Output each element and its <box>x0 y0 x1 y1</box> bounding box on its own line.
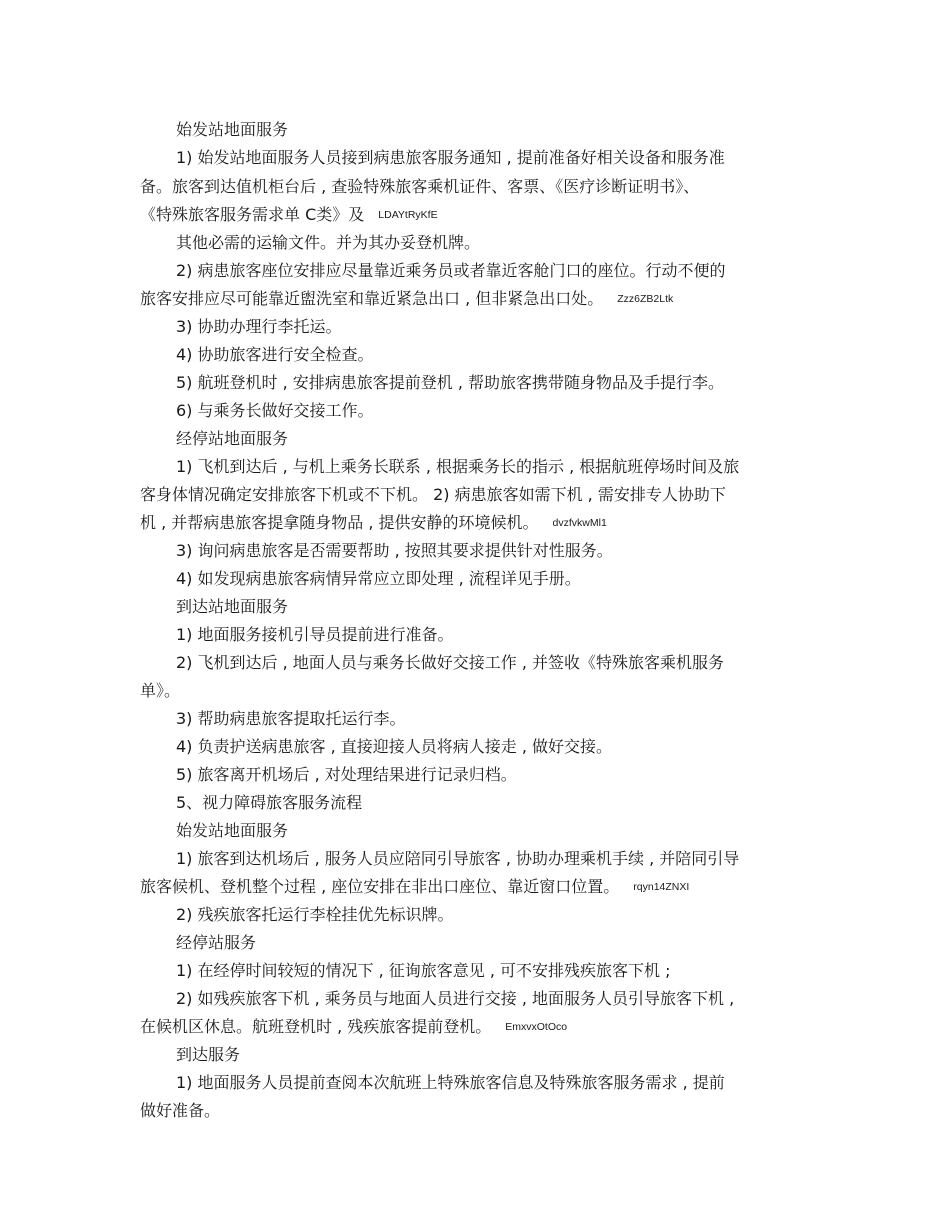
line-text: 4) 负责护送病患旅客 , 直接迎接人员将病人接走 , 做好交接。 <box>176 737 613 756</box>
line-text: 经停站地面服务 <box>176 429 289 448</box>
paragraph-line <box>176 905 454 925</box>
watermark-code: dvzfvkwMl1 <box>552 517 607 529</box>
paragraph-line <box>140 289 673 309</box>
paragraph-line <box>176 961 671 981</box>
paragraph-line <box>176 653 724 673</box>
line-text: 1) 始发站地面服务人员接到病患旅客服务通知 , 提前准备好相关设备和服务准 <box>176 148 725 167</box>
paragraph-line <box>176 457 739 477</box>
paragraph-line <box>176 541 613 561</box>
paragraph-line <box>176 373 724 393</box>
line-text: 单》。 <box>140 681 181 700</box>
paragraph-line <box>176 233 480 253</box>
line-text: 1) 旅客到达机场后 , 服务人员应陪同引导旅客 , 协助办理乘机手续 , 并陪同引导 <box>176 849 740 868</box>
line-text: 备。旅客到达值机柜台后 , 查验特殊旅客乘机证件、客票、《医疗诊断证明书》、 <box>140 177 700 196</box>
section-heading-origin-station <box>176 120 288 140</box>
line-text: 1) 飞机到达后 , 与机上乘务长联系 , 根据乘务长的指示 , 根据航班停场时间及旅 <box>176 457 740 476</box>
line-text: 2) 残疾旅客托运行李栓挂优先标识牌。 <box>176 905 454 924</box>
paragraph-line <box>176 737 612 757</box>
section-heading-origin-station <box>176 821 288 841</box>
line-text: 旅客安排应尽可能靠近盥洗室和靠近紧急出口 , 但非紧急出口处。 <box>140 289 604 308</box>
section-heading-visually-impaired <box>176 793 362 813</box>
paragraph-line <box>176 345 374 365</box>
line-text: 1) 地面服务接机引导员提前进行准备。 <box>176 625 454 644</box>
section-heading-transit-station <box>176 429 288 449</box>
line-text: 3) 帮助病患旅客提取托运行李。 <box>176 709 406 728</box>
line-text: 2) 病患旅客座位安排应尽量靠近乘务员或者靠近客舱门口的座位。行动不便的 <box>176 261 726 280</box>
paragraph-line <box>140 485 726 505</box>
paragraph-line <box>140 681 180 701</box>
line-text: 在候机区休息。航班登机时 , 残疾旅客提前登机。 <box>140 1017 492 1036</box>
line-text: 始发站地面服务 <box>176 821 289 840</box>
line-text: 做好准备。 <box>140 1101 221 1120</box>
line-text: 4) 协助旅客进行安全检查。 <box>176 345 374 364</box>
line-text: 3) 询问病患旅客是否需要帮助 , 按照其要求提供针对性服务。 <box>176 541 613 560</box>
paragraph-line <box>140 205 438 225</box>
line-text: 经停站服务 <box>176 933 257 952</box>
line-text: 到达服务 <box>176 1045 241 1064</box>
line-text: 始发站地面服务 <box>176 120 289 139</box>
paragraph-line <box>176 989 734 1009</box>
line-text: 5) 旅客离开机场后 , 对处理结果进行记录归档。 <box>176 765 517 784</box>
line-text: 3) 协助办理行李托运。 <box>176 317 342 336</box>
line-text: 客身体情况确定安排旅客下机或不下机。 2) 病患旅客如需下机 , 需安排专人协助下 <box>140 485 726 504</box>
paragraph-line <box>140 1017 567 1037</box>
line-text: 《特殊旅客服务需求单 C类》及 <box>140 205 365 224</box>
line-text: 5) 航班登机时 , 安排病患旅客提前登机 , 帮助旅客携带随身物品及手提行李。 <box>176 373 725 392</box>
section-heading-transit-service <box>176 933 256 953</box>
section-heading-arrival-station <box>176 597 288 617</box>
paragraph-line <box>176 625 454 645</box>
paragraph-line <box>176 765 517 785</box>
paragraph-line <box>176 1073 725 1093</box>
paragraph-line <box>176 401 374 421</box>
paragraph-line <box>176 261 726 281</box>
paragraph-line <box>176 569 581 589</box>
paragraph-line <box>140 177 699 197</box>
line-text: 旅客候机、登机整个过程 , 座位安排在非出口座位、靠近窗口位置。 <box>140 877 620 896</box>
paragraph-line <box>176 849 739 869</box>
line-text: 2) 如残疾旅客下机 , 乘务员与地面人员进行交接 , 地面服务人员引导旅客下机 , <box>176 989 735 1008</box>
line-text: 机 , 并帮病患旅客提拿随身物品 , 提供安静的环境候机。 <box>140 513 539 532</box>
watermark-code: Zzz6ZB2Ltk <box>617 293 674 305</box>
watermark-code: EmxvxOtOco <box>505 1021 568 1033</box>
line-text: 1) 在经停时间较短的情况下 , 征询旅客意见 , 可不安排残疾旅客下机 ; <box>176 961 671 980</box>
paragraph-line <box>140 1101 220 1121</box>
watermark-code: rqyn14ZNXI <box>633 881 690 893</box>
line-text: 2) 飞机到达后 , 地面人员与乘务长做好交接工作 , 并签收《特殊旅客乘机服务 <box>176 653 725 672</box>
section-heading-arrival-service <box>176 1045 240 1065</box>
line-text: 6) 与乘务长做好交接工作。 <box>176 401 374 420</box>
watermark-code: LDAYtRyKfE <box>378 209 438 221</box>
line-text: 其他必需的运输文件。并为其办妥登机牌。 <box>176 233 481 252</box>
line-text: 1) 地面服务人员提前查阅本次航班上特殊旅客信息及特殊旅客服务需求 , 提前 <box>176 1073 725 1092</box>
line-text: 4) 如发现病患旅客病情异常应立即处理 , 流程详见手册。 <box>176 569 581 588</box>
line-text: 到达站地面服务 <box>176 597 289 616</box>
paragraph-line <box>176 709 406 729</box>
paragraph-line <box>140 513 607 533</box>
line-text: 5、视力障碍旅客服务流程 <box>176 793 363 812</box>
paragraph-line <box>176 317 342 337</box>
paragraph-line <box>140 877 689 897</box>
paragraph-line <box>176 148 725 168</box>
